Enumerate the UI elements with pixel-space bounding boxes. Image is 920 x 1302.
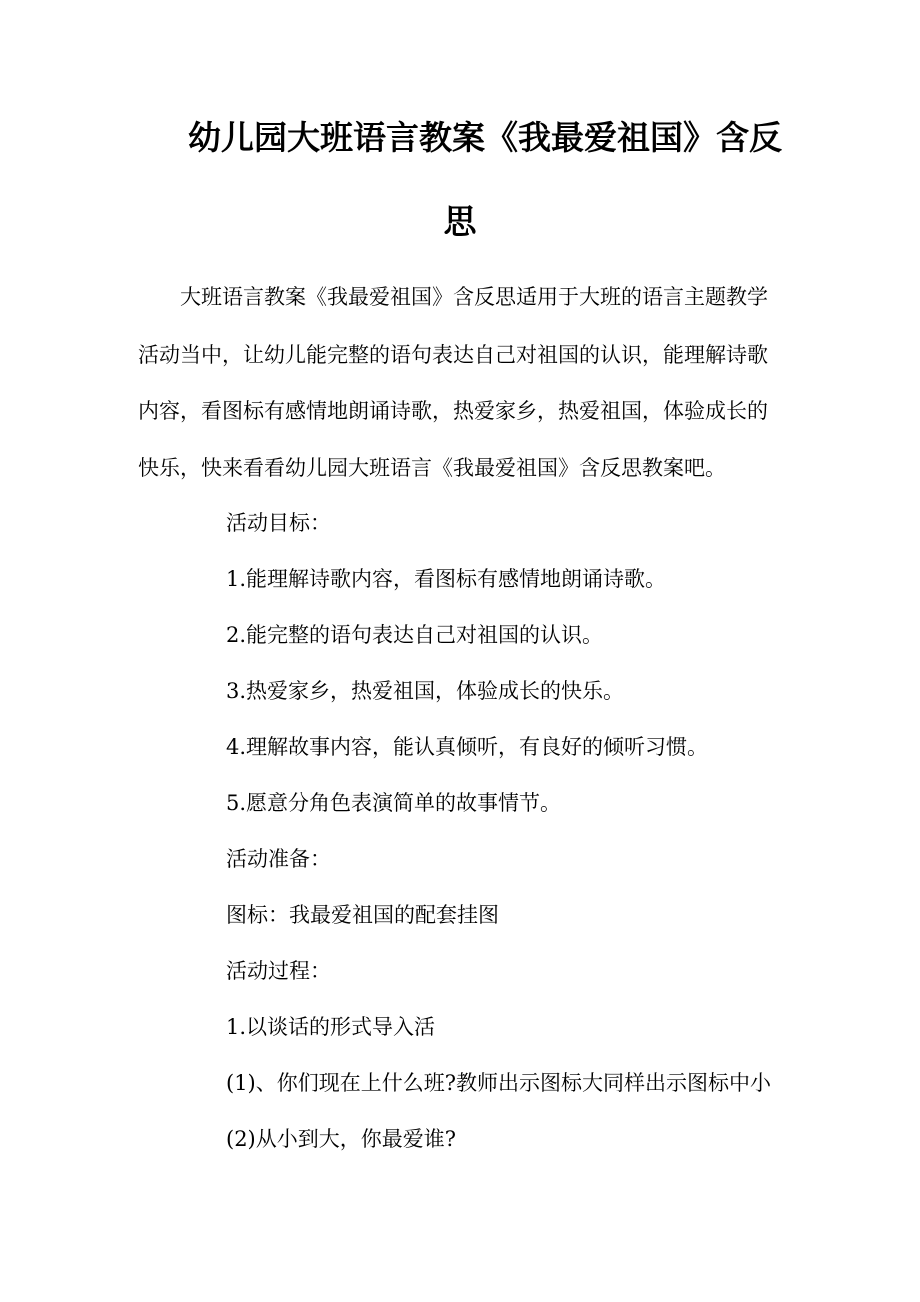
process-item-3: (2)从小到大，你最爱谁? bbox=[226, 1127, 457, 1151]
document-title-line-1: 幼儿园大班语言教案《我最爱祖国》含反 bbox=[188, 118, 782, 157]
process-item-2: (1)、你们现在上什么班?教师出示图标大同样出示图标中小 bbox=[226, 1071, 772, 1095]
intro-paragraph-line-4: 快乐，快来看看幼儿园大班语言《我最爱祖国》含反思教案吧。 bbox=[138, 456, 726, 480]
goal-item-2: 2.能完整的语句表达自己对祖国的认识。 bbox=[226, 623, 604, 647]
intro-paragraph-line-1: 大班语言教案《我最爱祖国》含反思适用于大班的语言主题教学 bbox=[180, 285, 768, 309]
goal-item-1: 1.能理解诗歌内容，看图标有感情地朗诵诗歌。 bbox=[226, 567, 667, 591]
intro-paragraph-line-2: 活动当中，让幼儿能完整的语句表达自己对祖国的认识，能理解诗歌 bbox=[138, 343, 768, 367]
prep-heading: 活动准备： bbox=[226, 847, 331, 871]
goal-item-5: 5.愿意分角色表演简单的故事情节。 bbox=[226, 791, 562, 815]
document-title-line-2: 思 bbox=[443, 202, 477, 241]
intro-paragraph-line-3: 内容，看图标有感情地朗诵诗歌，热爱家乡，热爱祖国，体验成长的 bbox=[138, 399, 768, 423]
prep-content: 图标：我最爱祖国的配套挂图 bbox=[226, 903, 499, 927]
goals-heading: 活动目标： bbox=[226, 511, 331, 535]
process-heading: 活动过程： bbox=[226, 959, 331, 983]
goal-item-4: 4.理解故事内容，能认真倾听，有良好的倾听习惯。 bbox=[226, 735, 709, 759]
process-item-1: 1.以谈话的形式导入活 bbox=[226, 1015, 436, 1039]
goal-item-3: 3.热爱家乡，热爱祖国，体验成长的快乐。 bbox=[226, 679, 625, 703]
